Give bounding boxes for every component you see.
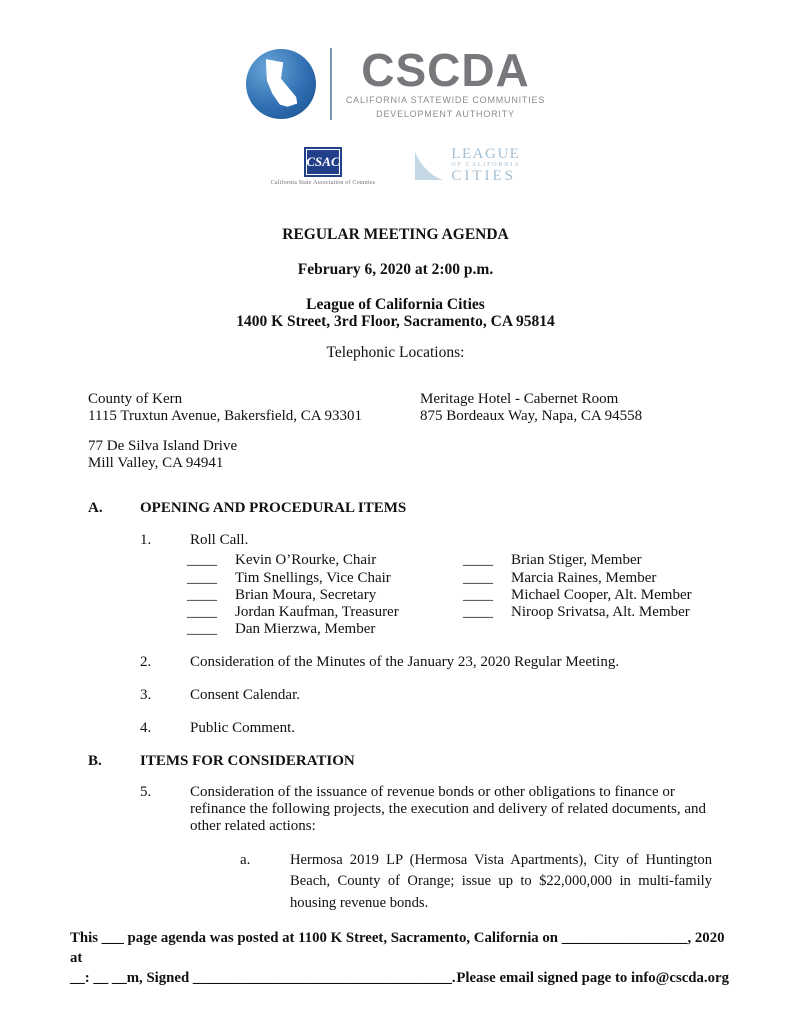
item-number: 5.: [140, 783, 152, 800]
rollcall-name: Tim Snellings, Vice Chair: [235, 569, 391, 586]
location-name: 77 De Silva Island Drive: [88, 438, 238, 454]
rollcall-blank: ____: [463, 552, 493, 569]
section-label: A.: [88, 500, 103, 516]
footer-line1: This ___ page agenda was posted at 1100 K Street, Sacramento, California on _________________, 2020 at: [70, 930, 725, 966]
partner-logos: [0, 147, 791, 193]
title-block: [0, 227, 791, 361]
logo-subtitle-line1: CALIFORNIA STATEWIDE COMMUNITIES: [345, 95, 546, 105]
csac-acronym: CSAC: [306, 149, 340, 175]
csac-logo: [271, 147, 376, 186]
logo-text: [345, 44, 546, 120]
league-line2: OF CALIFORNIA: [451, 162, 521, 168]
rollcall-blank: ____: [463, 569, 493, 586]
footer-line2: [70, 968, 729, 988]
posting-certification-footer: [70, 928, 729, 988]
roll-call-row: [463, 587, 692, 604]
rollcall-name: Marcia Raines, Member: [511, 569, 657, 586]
meeting-venue: League of California Cities: [306, 296, 485, 313]
item-text: Public Comment.: [190, 720, 295, 737]
agenda-item-4: [140, 720, 791, 737]
item-number: 3.: [140, 687, 152, 704]
california-globe-icon: [246, 49, 316, 119]
roll-call-row: [187, 604, 463, 621]
telephonic-location-2: [420, 391, 731, 425]
item-number: 2.: [140, 653, 152, 670]
league-line3: CITIES: [451, 168, 516, 184]
header: [0, 0, 791, 193]
item-text: Roll Call.: [190, 532, 249, 548]
location-address: 1115 Truxtun Avenue, Bakersfield, CA 93301: [88, 408, 363, 424]
rollcall-blank: ____: [463, 586, 493, 603]
rollcall-blank: ____: [187, 552, 217, 569]
meeting-venue-address: 1400 K Street, 3rd Floor, Sacramento, CA 95814: [236, 313, 555, 330]
rollcall-name: Brian Moura, Secretary: [235, 586, 377, 603]
rollcall-blank: ____: [187, 569, 217, 586]
meeting-title: REGULAR MEETING AGENDA: [282, 226, 509, 243]
item-letter: a.: [240, 851, 251, 868]
roll-call-row: [463, 570, 692, 587]
footer-email-note: Please email signed page to info@cscda.org: [456, 970, 729, 986]
agenda-item-5: [140, 784, 791, 836]
california-state-icon: [259, 58, 303, 110]
item-text: Consideration of the Minutes of the January 23, 2020 Regular Meeting.: [190, 653, 620, 670]
agenda-item-2: [140, 654, 791, 671]
roll-call-row: [463, 604, 692, 621]
telephonic-locations: [88, 391, 731, 472]
item-number: 4.: [140, 720, 152, 737]
item-number: 1.: [140, 532, 152, 548]
league-line1: LEAGUE: [451, 146, 521, 162]
logo-divider: [330, 48, 332, 120]
roll-call-row: [187, 570, 463, 587]
logo-subtitle-line2: DEVELOPMENT AUTHORITY: [376, 109, 515, 119]
logo-acronym: CSCDA: [361, 44, 530, 96]
csac-logo-box: [304, 147, 342, 177]
section-b-heading: [88, 753, 791, 770]
footer-signature-blank: __: __ __m, Signed ___________________________________.: [70, 970, 456, 986]
rollcall-name: Dan Mierzwa, Member: [235, 621, 376, 638]
rollcall-blank: ____: [187, 604, 217, 621]
location-name: Meritage Hotel - Cabernet Room: [420, 391, 619, 407]
rollcall-name: Niroop Srivatsa, Alt. Member: [511, 604, 690, 621]
cscda-logo: [0, 45, 791, 123]
item-text: Hermosa 2019 LP (Hermosa Vista Apartments), City of Huntington Beach, County of Orange; issue up to $22,000,000 in multi-family housing revenue bonds.: [290, 851, 712, 911]
league-swoosh-icon: [413, 150, 445, 182]
telephonic-locations-label: Telephonic Locations:: [326, 344, 465, 361]
telephonic-location-empty: [420, 438, 731, 472]
roll-call-right-column: [463, 552, 692, 638]
agenda-item-3: [140, 687, 791, 704]
item-text: Consent Calendar.: [190, 687, 300, 704]
item-text: Consideration of the issuance of revenue bonds or other obligations to finance or refinance the following projects, the execution and delivery of related documents, and other related actions:: [190, 783, 707, 835]
rollcall-blank: ____: [187, 586, 217, 603]
location-address: 875 Bordeaux Way, Napa, CA 94558: [420, 408, 643, 424]
section-title: OPENING AND PROCEDURAL ITEMS: [140, 500, 407, 516]
roll-call-left-column: [187, 552, 463, 638]
roll-call-row: [187, 587, 463, 604]
rollcall-name: Brian Stiger, Member: [511, 552, 642, 569]
agenda-item-5a: [240, 850, 791, 915]
rollcall-name: Kevin O’Rourke, Chair: [235, 552, 377, 569]
roll-call-row: [187, 552, 463, 569]
section-title: ITEMS FOR CONSIDERATION: [140, 752, 355, 769]
location-name: County of Kern: [88, 391, 183, 407]
agenda-item-1: [140, 532, 791, 549]
roll-call-row: [187, 621, 463, 638]
rollcall-name: Jordan Kaufman, Treasurer: [235, 604, 399, 621]
meeting-datetime: February 6, 2020 at 2:00 p.m.: [297, 261, 494, 278]
rollcall-blank: ____: [187, 621, 217, 638]
section-a-heading: [88, 500, 791, 517]
location-address: Mill Valley, CA 94941: [88, 455, 224, 471]
rollcall-blank: ____: [463, 604, 493, 621]
rollcall-name: Michael Cooper, Alt. Member: [511, 586, 692, 603]
roll-call-list: [187, 552, 791, 638]
telephonic-location-3: [88, 438, 420, 472]
league-logo-text: [451, 147, 520, 184]
section-label: B.: [88, 752, 102, 769]
csac-caption: California State Association of Counties: [270, 180, 376, 186]
roll-call-row: [463, 552, 692, 569]
telephonic-location-1: [88, 391, 420, 425]
league-of-california-cities-logo: [413, 147, 520, 184]
